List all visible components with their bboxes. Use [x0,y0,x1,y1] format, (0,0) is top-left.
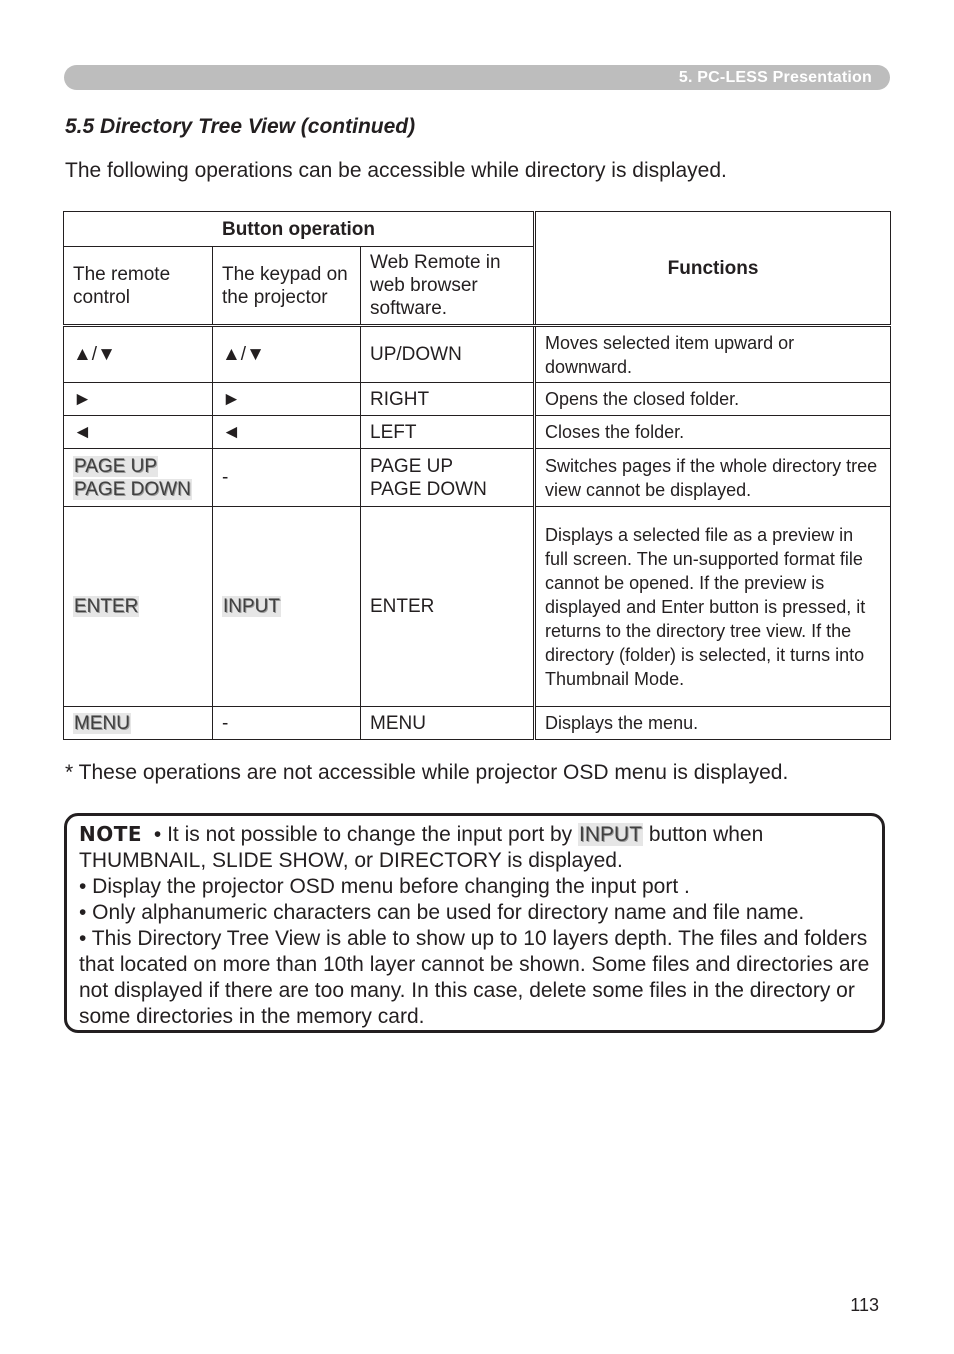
page-number: 113 [850,1295,879,1315]
function-cell: Displays the menu. [535,707,891,740]
table-row [64,507,891,707]
table-row [64,416,891,449]
intro-text: The following operations can be accessible while directory is displayed. [65,159,727,182]
remote-cell [64,507,213,707]
page-up-key: PAGE UP [74,455,158,477]
input-key: INPUT [579,823,643,846]
remote-cell [64,707,213,740]
keypad-cell: ► [213,383,361,416]
footnote: * These operations are not accessible while projector OSD menu is displayed. [65,761,789,784]
section-title: 5.5 Directory Tree View (continued) [65,115,416,138]
note-item-4: • This Directory Tree View is able to show up to 10 layers depth. The files and folders that located on more than 10th layer cannot be shown. Some files and directories are not displayed if there are too many. In this case, delete some files in the directory or some directories in the memory card. [79,927,870,1028]
function-cell: Closes the folder. [535,416,891,449]
functions-header: Functions [535,212,891,326]
note-item-2: • Display the projector OSD menu before changing the input port . [79,875,690,898]
table-row [64,383,891,416]
keypad-header: The keypad on the projector [213,247,361,326]
menu-key: MENU [74,712,130,734]
function-cell: Opens the closed folder. [535,383,891,416]
web-cell: RIGHT [361,383,535,416]
section-header-label: 5. PC-LESS Presentation [678,69,872,86]
page-down-key: PAGE DOWN [74,478,191,500]
button-operation-header: Button operation [64,212,535,247]
remote-cell: ► [64,383,213,416]
note-item-3: • Only alphanumeric characters can be used for directory name and file name. [79,901,805,924]
web-page-down: PAGE DOWN [370,478,487,500]
keypad-cell: - [213,449,361,507]
section-header-bar [64,65,890,90]
web-remote-header: Web Remote in web browser software. [361,247,535,326]
note-label: NOTE [79,822,143,846]
function-cell: Displays a selected file as a preview in full screen. The un-supported format file cannot be opened. If the preview is displayed and Enter button is pressed, it returns to the directory tree view. If the directory (folder) is selected, it turns into Thumbnail Mode. [535,507,891,707]
function-cell: Switches pages if the whole directory tree view cannot be displayed. [535,449,891,507]
remote-cell [64,449,213,507]
keypad-cell: ◄ [213,416,361,449]
remote-cell: ◄ [64,416,213,449]
remote-control-header: The remote control [64,247,213,326]
note-item-1: NOTE • It is not possible to change the input port by INPUT button when THUMBNAIL, SLIDE SHOW, or DIRECTORY is displayed. [79,822,764,872]
input-key: INPUT [223,596,280,617]
web-cell: MENU [361,707,535,740]
keypad-cell [213,507,361,707]
table-row [64,707,891,740]
table-row [64,326,891,383]
table-row [64,449,891,507]
function-cell: Moves selected item upward or downward. [535,326,891,383]
web-cell: UP/DOWN [361,326,535,383]
web-page-up: PAGE UP [370,455,454,477]
web-cell [361,449,535,507]
button-operation-table [63,211,891,740]
keypad-cell: - [213,707,361,740]
note-box [64,813,885,1033]
web-cell: LEFT [361,416,535,449]
enter-key: ENTER [74,596,139,617]
web-cell: ENTER [361,507,535,707]
keypad-cell: ▲/▼ [213,326,361,383]
remote-cell: ▲/▼ [64,326,213,383]
